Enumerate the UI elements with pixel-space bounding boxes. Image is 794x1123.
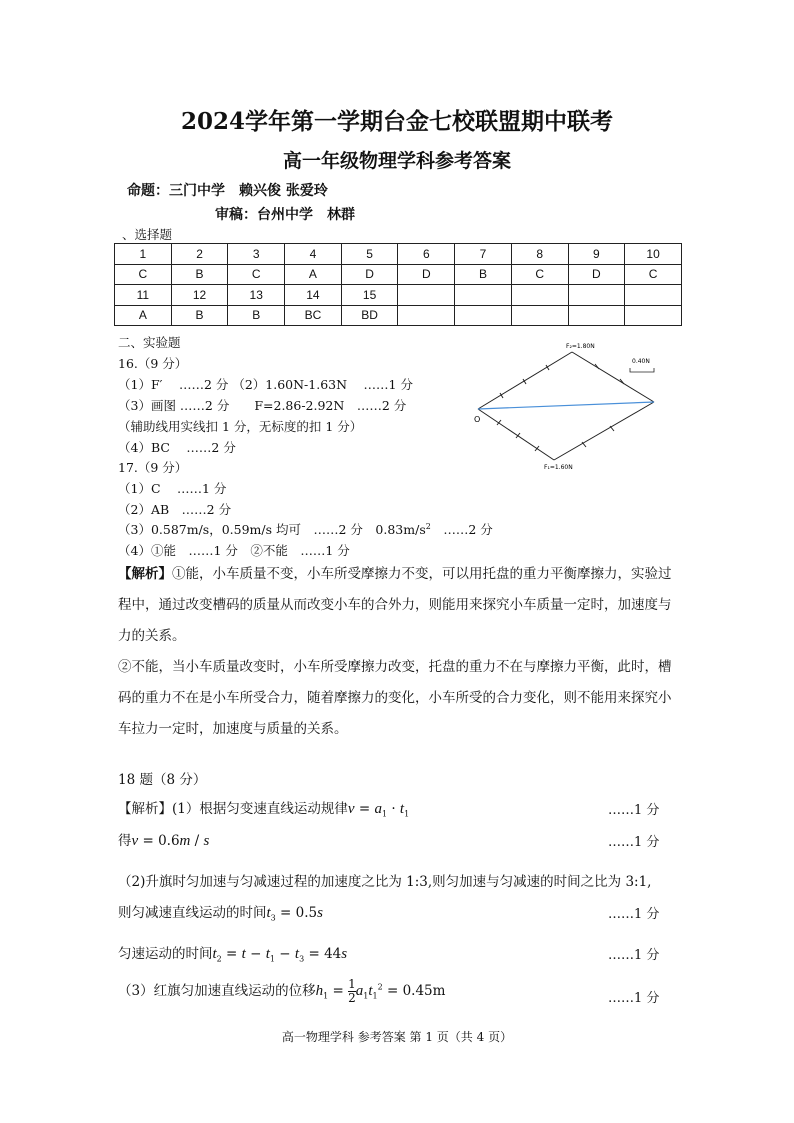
- q17-line3: [118, 520, 493, 538]
- q18-heading: 18 题（8 分）: [118, 772, 207, 788]
- table-cell: BC: [285, 305, 342, 326]
- table-cell: C: [625, 264, 682, 285]
- table-cell: C: [115, 264, 172, 285]
- q18-line6: （3）红旗匀加速直线运动的位移$h_1$ = $\frac{1}{2}$ $a_1t_1^2 = 0.45m$: [118, 977, 446, 1005]
- q17-line3-superscript: 2: [425, 521, 431, 531]
- page-footer: 高一物理学科 参考答案 第 1 页（共 4 页）: [281, 1030, 513, 1044]
- section-choice-heading: 、选择题: [122, 227, 173, 242]
- document-title: 2024学年第一学期台金七校联盟期中联考: [180, 108, 613, 135]
- table-cell: BD: [341, 305, 398, 326]
- q18-line5-text: 匀速运动的时间: [118, 946, 213, 962]
- resultant-vector: [478, 402, 654, 409]
- q17-heading: 17.（9 分）: [118, 460, 188, 475]
- analysis17-paragraph2: ②不能，当小车质量改变时，小车所受摩擦力改变，托盘的重力不在与摩擦力平衡，此时，槽码的重力不在是小车所受合力，随着摩擦力的变化，小车所受的合力变化，则不能用来探究小车拉力一定时，加速度与质量的关系。: [118, 659, 672, 737]
- q16-line2: （3）画图 ……2 分 F=2.86-2.92N ……2 分: [118, 398, 407, 413]
- table-cell: 8: [511, 244, 568, 265]
- q18-points3: ……1 分: [608, 907, 660, 922]
- table-cell: B: [455, 264, 512, 285]
- table-cell: 2: [171, 244, 228, 265]
- table-cell: [511, 285, 568, 306]
- table-cell: 12: [171, 285, 228, 306]
- table-row: [115, 264, 682, 285]
- section-experiment-heading: 二、实验题: [118, 335, 181, 350]
- table-cell: 10: [625, 244, 682, 265]
- reviewers-line: 审稿：台州中学 林群: [215, 207, 355, 223]
- table-cell: B: [228, 305, 285, 326]
- table-cell: 11: [115, 285, 172, 306]
- scale-bar: [630, 368, 654, 372]
- table-cell: C: [228, 264, 285, 285]
- q16-heading: 16.（9 分）: [118, 356, 188, 371]
- q18-line1-text: 【解析】(1）根据匀变速直线运动规律: [118, 801, 348, 817]
- table-cell: A: [285, 264, 342, 285]
- table-cell: [398, 285, 455, 306]
- table-cell: 6: [398, 244, 455, 265]
- q17-line2: （2）AB ……2 分: [118, 502, 232, 517]
- table-cell: [455, 305, 512, 326]
- table-row: [115, 285, 682, 306]
- q17-line3-main: （3）0.587m/s，0.59m/s 均可 ……2 分 0.83m/s: [118, 522, 426, 537]
- table-cell: D: [341, 264, 398, 285]
- table-cell: B: [171, 264, 228, 285]
- document-subtitle: 高一年级物理学科参考答案: [282, 150, 511, 172]
- q18-points2: ……1 分: [608, 835, 660, 850]
- table-cell: 5: [341, 244, 398, 265]
- table-cell: 4: [285, 244, 342, 265]
- table-cell: A: [115, 305, 172, 326]
- q18-line1: 【解析】(1）根据匀变速直线运动规律$v = a_1 \cdot t_1$: [118, 801, 410, 819]
- q18-line6-text: （3）红旗匀加速直线运动的位移: [118, 983, 316, 999]
- q18-line4: 则匀减速直线运动的时间$t_3 = 0.5s$: [118, 905, 323, 923]
- force-parallelogram-diagram: [470, 338, 670, 473]
- table-cell: [625, 285, 682, 306]
- table-cell: B: [171, 305, 228, 326]
- q16-line3: （辅助线用实线扣 1 分，无标度的扣 1 分）: [118, 419, 363, 434]
- q18-points1: ……1 分: [608, 803, 660, 818]
- q18-line4-text: 则匀减速直线运动的时间: [118, 905, 267, 921]
- f1-vector: [478, 409, 554, 460]
- table-cell: [568, 285, 625, 306]
- table-cell: 13: [228, 285, 285, 306]
- table-cell: D: [398, 264, 455, 285]
- table-cell: C: [511, 264, 568, 285]
- scale-label: 0.40N: [632, 358, 650, 365]
- q18-line2: 得v = 0.6m / s: [118, 833, 210, 849]
- table-cell: [398, 305, 455, 326]
- origin-label: O: [474, 415, 481, 424]
- analysis-label: 【解析】: [118, 566, 172, 582]
- table-cell: [511, 305, 568, 326]
- table-cell: 9: [568, 244, 625, 265]
- q17-line3-points: ……2 分: [430, 522, 493, 537]
- f1-label: F₁=1.60N: [544, 464, 573, 471]
- authors-line: 命题：三门中学 赖兴俊 张爱玲: [127, 183, 328, 199]
- table-cell: 7: [455, 244, 512, 265]
- aux-line-bottom: [554, 402, 654, 460]
- table-row: [115, 244, 682, 265]
- q18-line5: 匀速运动的时间$t_2 = t - t_1 - t_3 = 44s$: [118, 946, 348, 964]
- q17-line4: （4）①能 ……1 分 ②不能 ……1 分: [118, 543, 350, 558]
- table-cell: [455, 285, 512, 306]
- analysis17-text1: ①能，小车质量不变，小车所受摩擦力不变，可以用托盘的重力平衡摩擦力，实验过程中，通过改变槽码的质量从而改变小车的合外力，则能用来探究小车质量一定时，加速度与力的关系。: [118, 566, 672, 644]
- analysis17-paragraph1: [118, 559, 678, 652]
- q18-points5: ……1 分: [608, 991, 660, 1006]
- table-cell: 14: [285, 285, 342, 306]
- table-cell: 3: [228, 244, 285, 265]
- table-cell: 1: [115, 244, 172, 265]
- q18-line3: （2)升旗时匀加速与匀减速过程的加速度之比为 1:3,则匀加速与匀减速的时间之比为 3:1,: [118, 874, 652, 890]
- q16-line4: （4）BC ……2 分: [118, 440, 236, 455]
- table-cell: [568, 305, 625, 326]
- f2-vector: [478, 352, 572, 409]
- table-cell: 15: [341, 285, 398, 306]
- q16-line1: （1）F′ ……2 分 （2）1.60N-1.63N ……1 分: [118, 377, 413, 392]
- table-cell: [625, 305, 682, 326]
- f2-label: F₂=1.80N: [566, 343, 595, 350]
- table-row: [115, 305, 682, 326]
- table-cell: D: [568, 264, 625, 285]
- q18-points4: ……1 分: [608, 948, 660, 963]
- answer-table: [114, 243, 682, 326]
- q17-line1: （1）C ……1 分: [118, 481, 227, 496]
- q18-line2-text: 得: [118, 833, 132, 849]
